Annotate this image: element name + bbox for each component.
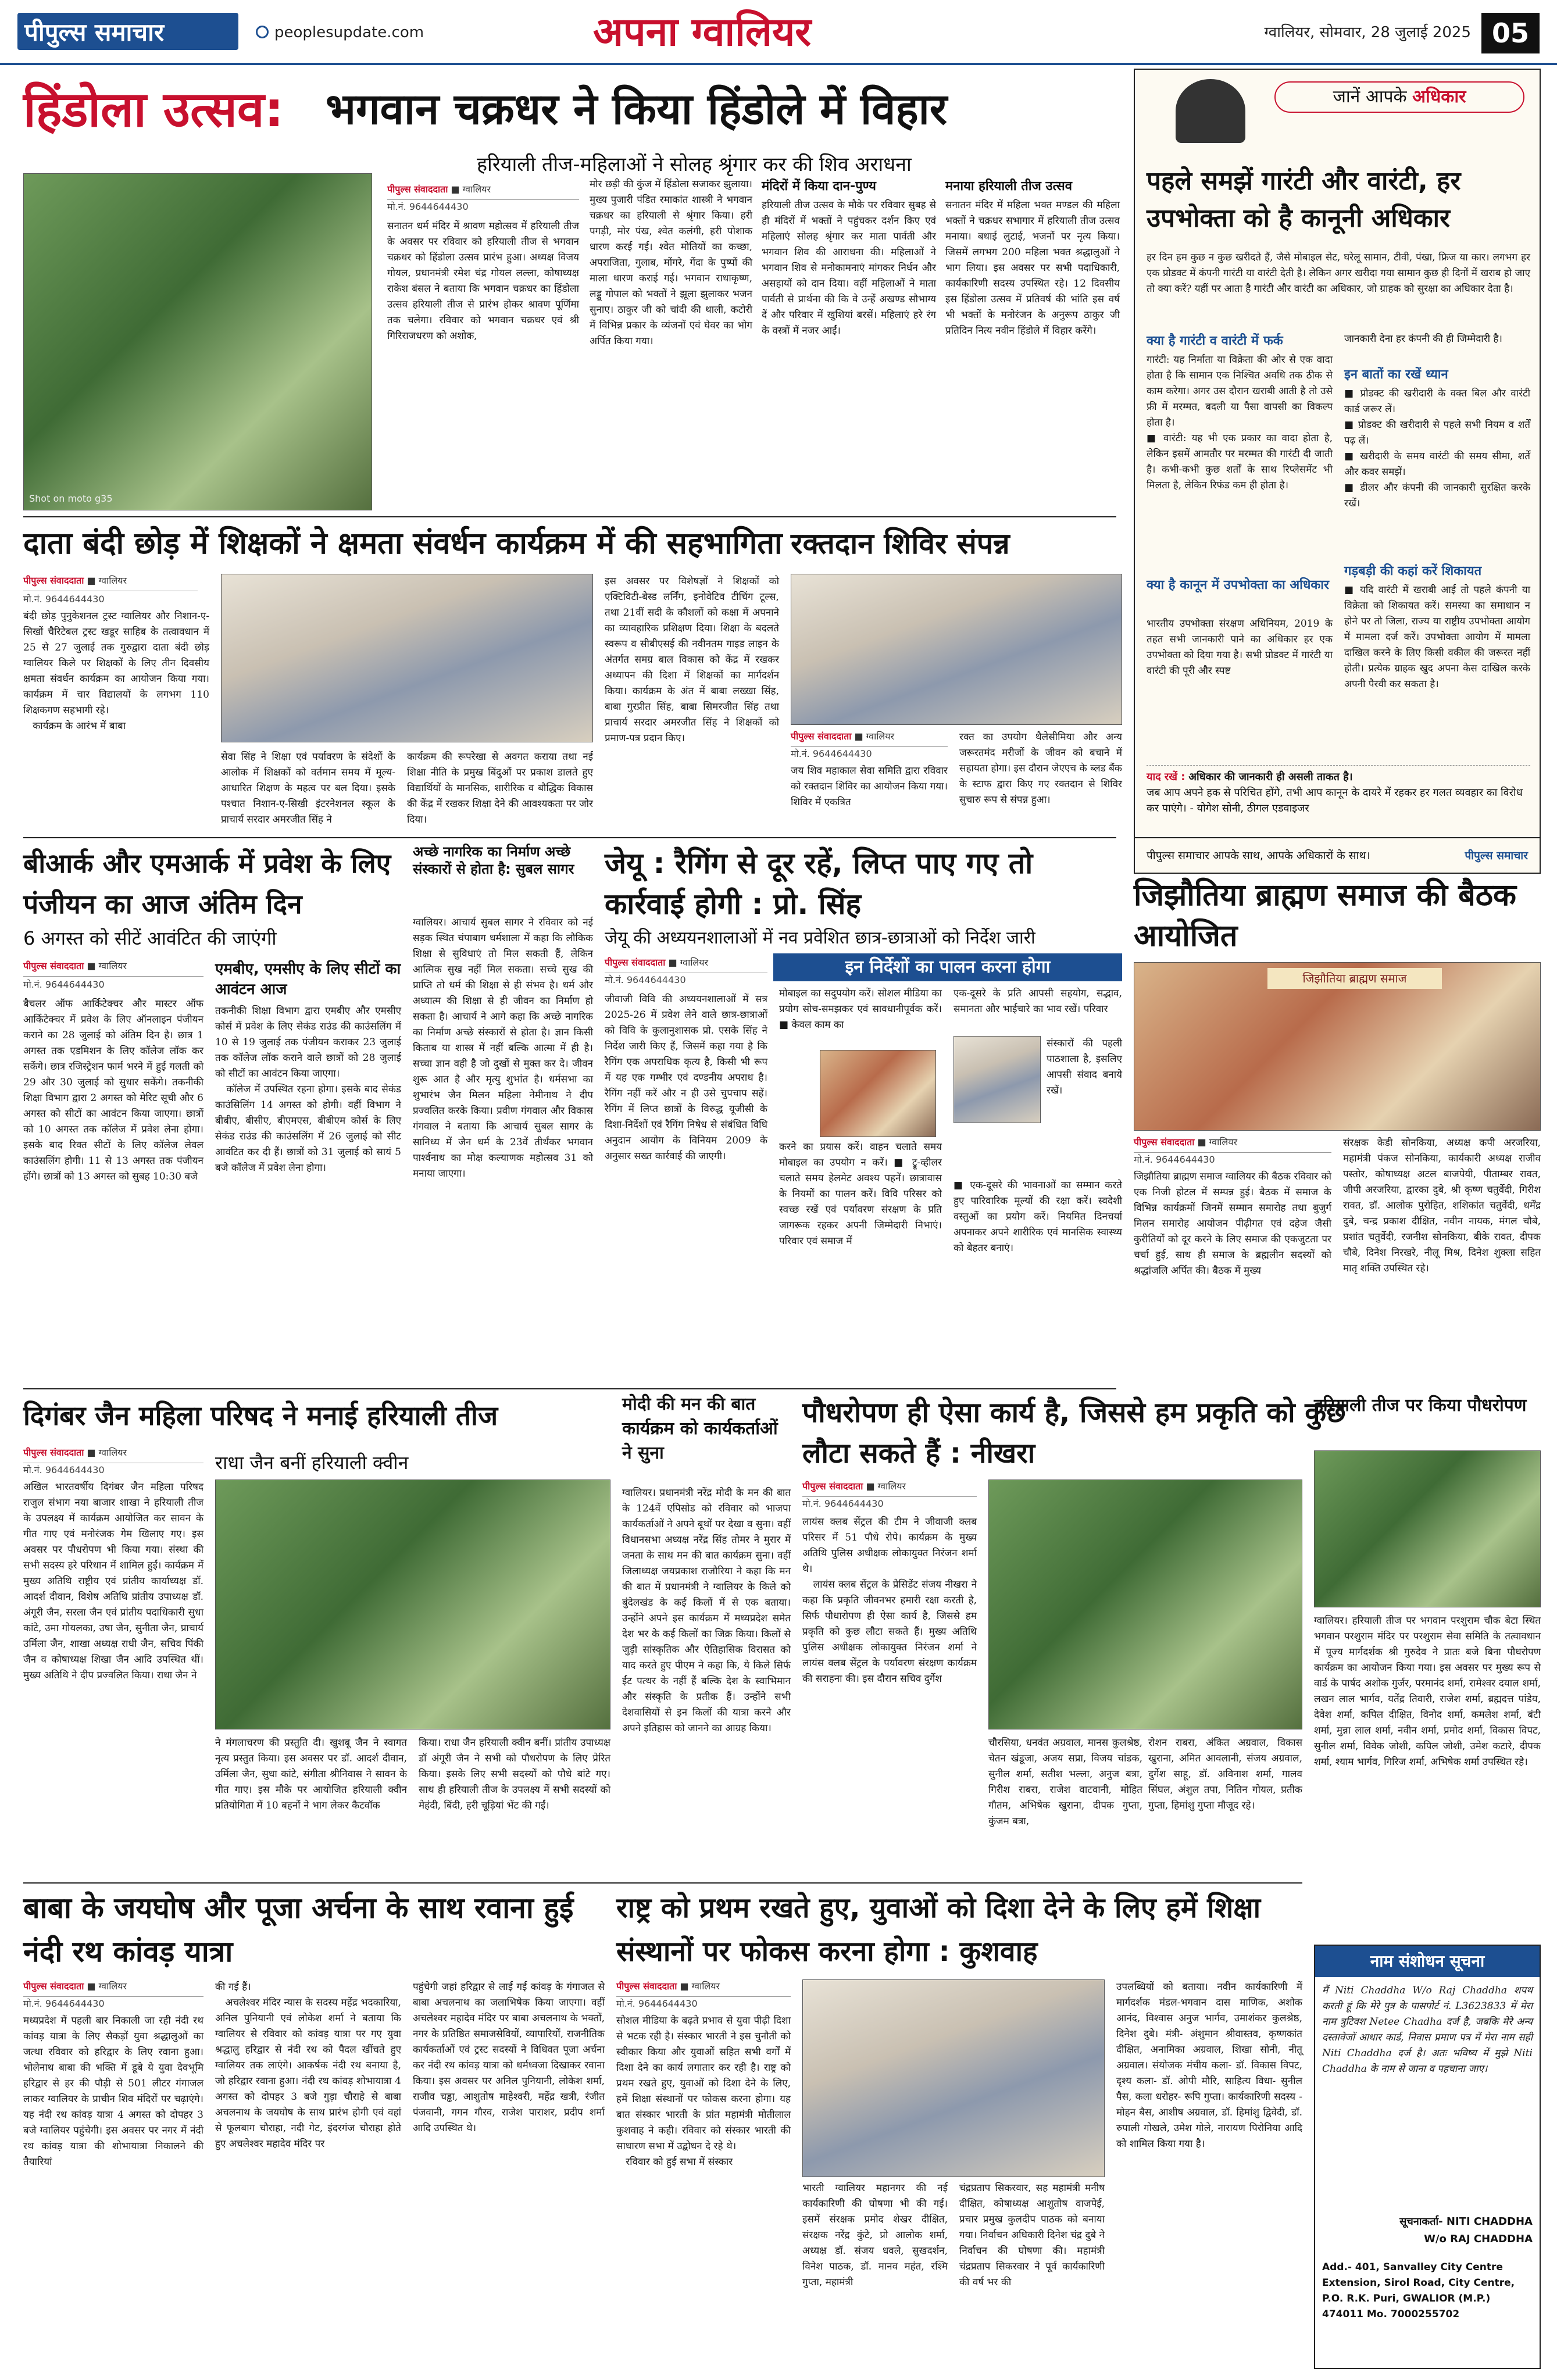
divider xyxy=(23,1388,1116,1389)
byline: पीपुल्स संवाददाता ■ ग्वालियर xyxy=(23,959,203,977)
subheading: राधा जैन बनीं हरियाली क्वीन xyxy=(215,1452,409,1474)
col-1: जय शिव महाकाल सेवा समिति द्वारा रविवार को रक्तदान शिविर का आयोजन किया गया। शिविर में एकत्रित xyxy=(791,765,951,808)
byline-agency: पीपुल्स संवाददाता xyxy=(23,1447,84,1458)
col-2: रक्त का उपयोग थैलेसीमिया और अन्य जरूरतमंद मरीजों के जीवन को बचाने में सहायता होगा। इस दौरान जेएएच के ब्लड बैंक के स्टाफ द्वारा किए गए रक्तदान से शिविर सुचारु रूप से संपन्न हुआ। xyxy=(959,731,1126,806)
headline: बीआर्क और एमआर्क में प्रवेश के लिए पंजीयन का आज अंतिम दिन xyxy=(23,848,391,920)
col-2: ने मंगलाचरण की प्रस्तुति दी। खुशबू जैन ने स्वागत नृत्य प्रस्तुत किया। इस अवसर पर डॉ. आदर्श दीवान, उर्मिला जैन, सुधा कांटे, संगीता श्रीनिवास ने सावन के गीत गाए। इस मौके पर आयोजित हरियाली क्वीन प्रतियोगिता में 10 बहनों ने भाग लेकर कैटवॉक xyxy=(215,1737,410,1811)
instructions-banner: इन निर्देशों का पालन करना होगा xyxy=(773,953,1122,981)
col-1: लायंस क्लब सेंट्रल की टीम ने जीवाजी क्लब परिसर में 51 पौधे रोपे। कार्यक्रम के मुख्य अतिथि पुलिस अधीक्षक लोकायुक्त निरंजन शर्मा थे। लायंस क्लब सेंट्रल के प्रेसिडेंट संजय नीखरा ने कहा कि प्रकृति जीवनभर हमारी रक्षा करती है, सिर्फ पौधारोपण ही ऐसा कार्य है, जिससे हम प्रकृति को कुछ लौटा सकते हैं। मुख्य अतिथि पुलिस अधीक्षक लोकायुक्त निरंजन शर्मा ने लायंस क्लब सेंट्रल के पर्यावरण संरक्षण कार्यक्रम की सराहना की। इस दौरान सचिव दुर्गेश xyxy=(802,1516,977,1685)
story-sanskar-bharati xyxy=(616,1886,1306,2369)
col-1: मध्यप्रदेश में पहली बार निकाली जा रही नंदी रथ कांवड़ यात्रा के लिए सैकड़ों युवा श्रद्धालुओं का जत्था रविवार को हरिद्वार के लिए रवाना हुआ। भोलेनाथ बाबा की भक्ति में डूबे ये युवा देवभूमि हरिद्वार से हर की पौड़ी से 501 लीटर गंगाजल लाकर ग्वालियर के प्राचीन शिव मंदिरों पर चढ़ाएंगे। यह नंदी रथ कांवड़ यात्रा 4 अगस्त को दोपहर 3 बजे ग्वालियर पहुंचेगी। इस अवसर पर नगर में नंदी रथ कांवड़ यात्रा की शोभायात्रा निकालने की तैयारियां xyxy=(23,2015,207,2168)
photo-jain-women xyxy=(215,1480,610,1729)
notice-signature: सूचनाकर्ता- NITI CHADDHA W/o RAJ CHADDHA xyxy=(1399,2215,1533,2245)
story-blood-donation xyxy=(791,520,1126,834)
rights-t3: जानकारी देना हर कंपनी की ही जिम्मेदारी है। xyxy=(1344,333,1502,345)
divider xyxy=(23,516,1116,517)
byline-city: ग्वालियर xyxy=(98,1981,127,1992)
divider xyxy=(23,1882,1302,1884)
byline-mobile: मो.नं. 9644644430 xyxy=(605,974,686,985)
divider xyxy=(23,837,1116,838)
website-link[interactable]: peoplesupdate.com xyxy=(274,24,424,41)
headline: मोदी की मन की बात कार्यक्रम को कार्यकर्ताओं ने सुना xyxy=(622,1394,778,1463)
rights-box xyxy=(1134,69,1541,874)
col-4: सनातन मंदिर में महिला भक्त मण्डल की महिला भक्तों ने चक्रधर सभागार में हरियाली तीज उत्सव मनाया। बधाई लुटाई, भजनों पर नृत्य किया। जिसमें लगभग 200 महिला भक्त श्रद्धालुओं ने भाग लिया। इस अवसर पर सभी पदाधिकारी, कार्यकारिणी सदस्य उपस्थित रहे। 12 दिवसीय इस हिंडोला उत्सव में प्रतिवर्ष की भांति इस वर्ष भी भक्तों के मनोरंजन के अनुरूप ठाकुर जी प्रतिदिन नित्य नवीन हिंडोले में विहार करेंगे। xyxy=(945,199,1123,337)
col-1: सोशल मीडिया के बढ़ते प्रभाव से युवा पीढ़ी दिशा से भटक रही है। संस्कार भारती ने इस चुनौती को स्वीकार किया और युवाओं सहित सभी वर्गों में दिशा देने का कार्य लगातार कर रही है। राष्ट्र को प्रथम रखते हुए, युवाओं को दिशा देने के लिए, हमें शिक्षा संस्थानों पर फोकस करना होगा। यह बात संस्कार भारती के प्रांत महामंत्री मोतीलाल कुशवाह ने कही। रविवार को संस्कार भारती की साधारण सभा में उद्बोधन दे रहे थे। रविवार को हुई सभा में संस्कार xyxy=(616,2015,791,2168)
rights-h1: क्या है गारंटी व वारंटी में फर्क xyxy=(1147,334,1283,348)
photo-parshuram xyxy=(1314,1450,1541,1607)
headline: दाता बंदी छोड़ में शिक्षकों ने क्षमता संवर्धन कार्यक्रम में की सहभागिता xyxy=(23,526,783,561)
col-4: इस अवसर पर विशेषज्ञों ने शिक्षकों को एक्टिविटी-बेस्ड लर्निंग, इनोवेटिव टीचिंग टूल्स, तथा 21वीं सदी के कौशलों को कक्षा में अपनाने का व्यावहारिक प्रशिक्षण दिया। शिक्षा के बदलते स्वरूप व सीबीएसई की नवीनतम गाइड लाइन के अंतर्गत समग्र बाल विकास को केंद्र में रखकर अध्यापन की दिशा में शिक्षकों का मार्गदर्शन किया। कार्यक्रम के अंत में बाबा लख्खा सिंह, बाबा गुरप्रीत सिंह, बाबा सिमरजीत सिंह तथा प्राचार्य सरदार अमरजीत सिंह ने शिक्षकों को प्रमाण-पत्र प्रदान किए। xyxy=(605,576,783,744)
byline: पीपुल्स संवाददाता ■ ग्वालियर xyxy=(23,574,198,591)
rights-note xyxy=(1147,765,1530,829)
byline-agency: पीपुल्स संवाददाता xyxy=(23,575,84,586)
byline-agency: पीपुल्स संवाददाता xyxy=(23,1981,84,1992)
byline-city: ग्वालियर xyxy=(98,575,127,586)
byline-city: ग्वालियर xyxy=(98,960,127,971)
rights-t2: भारतीय उपभोक्ता संरक्षण अधिनियम, 2019 के तहत सभी जानकारी पाने का अधिकार हर एक उपभोक्ता को दिया गया है। सभी प्रोडक्ट में गारंटी या वारंटी की पूरी और स्पष्ट xyxy=(1147,618,1336,677)
rights-t1: गारंटी: यह निर्माता या विक्रेता की ओर से एक वादा होता है कि सामान एक निश्चित अवधि तक ठीक से काम करेगा। अगर उस दौरान खराबी आती है तो उसे फ्री में मरम्मत, बदली या पैसा वापसी का विकल्प होता है। ■ वारंटी: यह भी एक प्रकार का वादा होता है, लेकिन इसमें आमतौर पर मरम्मत की गारंटी दी जाती है। कभी-कभी कुछ शर्तों के साथ रिप्लेसमेंट भी मिलता है, लेकिन रिफंड कम ही होता है। xyxy=(1147,354,1333,491)
col-2b: करने का प्रयास करें। वाहन चलाते समय मोबाइल का उपयोग न करें। ■ ट्रू-व्हीलर चलाते समय हेलमेट अवश्य पहनें। छात्रावास के नियमों का पालन करें। विवि परिसर को स्वच्छ रखें एवं पर्यावरण संरक्षण के प्रति जागरूक रहकर अपनी जिम्मेदारी निभाएं। परिवार एवं समाज में xyxy=(779,1141,945,1247)
story-mann-ki-baat xyxy=(622,1392,794,1892)
subhead: 6 अगस्त को सीटें आवंटित की जाएंगी xyxy=(23,927,277,949)
headline: दिगंबर जैन महिला परिषद ने मनाई हरियाली तीज xyxy=(23,1400,498,1431)
page-number: 05 xyxy=(1481,13,1540,53)
rights-h2: क्या है कानून में उपभोक्ता का अधिकार xyxy=(1147,578,1330,592)
col-3: पहुंचेगी जहां हरिद्वार से लाई गई कांवड़ के गंगाजल से बाबा अचलनाथ का जलाभिषेक किया जाएगा। वहीं अचलेश्वर महादेव मंदिर पर बाबा अचलनाथ के भक्तों, नगर के प्रतिष्ठित समाजसेवियों, व्यापारियों, राजनीतिक कार्यकर्ताओं एवं ट्रस्ट सदस्यों ने विधिवत पूजा अर्चना कर नंदी रथ कांवड़ यात्रा को धर्मध्वजा दिखाकर रवाना किया। इस अवसर पर अनिल पुनियानी, लोकेश शर्मा, राजीव चड्ढा, आशुतोष माहेश्वरी, महेंद्र खत्री, रंजीत पंजवानी, गगन गौरव, राजेश पाराशर, प्रदीप शर्मा आदि उपस्थित थे। xyxy=(413,1981,608,2134)
col-3: किया। राधा जैन हरियाली क्वीन बनीं। प्रांतीय उपाध्यक्ष डॉ अंगूरी जैन ने सभी को पौधरोपण के लिए प्रेरित किया। इसके लिए सभी सदस्यों को पौधे बांटे गए। साथ ही हरियाली तीज के उपलक्ष्य में सभी सदस्यों को मेहंदी, बिंदी, हरी चूड़ियां भेंट की गईं। xyxy=(419,1737,614,1811)
byline-agency: पीपुल्स संवाददाता xyxy=(802,1481,863,1492)
subheading-b: मनाया हरियाली तीज उत्सव xyxy=(945,179,1072,194)
byline: पीपुल्स संवाददाता ■ ग्वालियर xyxy=(387,183,579,200)
note-author: - योगेश सोनी, ठीगल एडवाइजर xyxy=(1190,802,1309,814)
rights-footer xyxy=(1135,837,1540,872)
col-2: तकनीकी शिक्षा विभाग द्वारा एमबीए और एमसीए कोर्स में प्रवेश के लिए सेकंड राउंड की काउंसलिंग में 10 से 19 जुलाई तक पंजीयन कराकर 23 जुलाई तक कॉलेज लॉक कराने वाले छात्रों को 28 जुलाई को सीटों का आवंटन किया जाएगा। कॉलेज में उपस्थित रहना होगा। इसके बाद सेकंड काउंसिलिंग 14 अगस्त को होगी। वहीं विभाग ने बीबीए, बीसीए, बीएमएस, बीबीएम कोर्स के लिए सेकंड राउंड की काउंसलिंग में 26 जुलाई को सीट आवंटित कर दी हैं। छात्रों को 31 जुलाई को सायं 5 बजे कॉलेज में प्रवेश लेना होगा। xyxy=(215,1005,401,1174)
rights-intro: हर दिन हम कुछ न कुछ खरीदते हैं, जैसे मोबाइल सेट, घरेलू सामान, टीवी, पंखा, फ्रिज या कार। लगभग हर एक प्रोडक्ट में कंपनी गारंटी या वारंटी देती है। लेकिन अगर खरीदा गया सामान कुछ ही दिनों में खराब हो जाए तो क्या करें? यहीं पर आता है गारंटी और वारंटी का अधिकार, जो ग्राहक को सुरक्षा का अधिकार देता है। xyxy=(1147,252,1534,295)
headline: राष्ट्र को प्रथम रखते हुए, युवाओं को दिशा देने के लिए हमें शिक्षा संस्थानों पर फोकस करना होगा : कुशवाह xyxy=(616,1892,1261,1968)
headline: हरियाली तीज पर किया पौधरोपण xyxy=(1314,1395,1527,1416)
paper-name: पीपुल्स समाचार xyxy=(24,18,165,47)
subheading: एमबीए, एमसीए के लिए सीटों का आवंटन आज xyxy=(215,960,401,998)
col-1: सनातन धर्म मंदिर में श्रावण महोत्सव में हरियाली तीज के अवसर पर रविवार को हरियाली तीज से भगवान चक्रधर को हिंडोला उत्सव प्रारंभ हुआ। अध्यक्ष विजय गोयल, प्रधानमंत्री रमेश चंद्र गोयल लल्ला, कोषाध्यक्ष राकेश बंसल ने बताया कि भगवान चक्रधर का हिंडोला उत्सव हरियाली तीज से प्रारंभ होकर श्रावण पूर्णिमा तक चलेगा। रविवार को भगवान चक्रधर एवं श्री गिरिराजधरण को अशोक, xyxy=(387,220,583,342)
note-body: जब आप अपने हक से परिचित होंगे, तभी आप कानून के दायरे में रहकर हर गलत व्यवहार का विरोध कर पाएंगे। xyxy=(1147,787,1523,814)
col-3: उपलब्धियों को बताया। नवीन कार्यकारिणी में मार्गदर्शक मंडल-भगवान दास माणिक, अशोक आनंद, विश्वास अनुज भार्गव, उमाशंकर कुलश्रेष्ठ, दिनेश दुबे। मंत्री- अंशुमान श्रीवास्तव, कृष्णकांत दीक्षित, अनामिका अग्रवाल, शिखा सोनी, नीतू अग्रवाल। संयोजक मंचीय कला- डॉ. विकास विपट, दृश्य कला- डॉ. ओपी मौरि, साहित्य विधा- सुनील पैस, कला धरोहर- रूपि गुप्ता। कार्यकारिणी सदस्य - मोहन बैस, आशीष अग्रवाल, डॉ. हिमांशु द्विवेदी, डॉ. रुपाली गोखले, उमेश गोले, नारायण पिरोनिया आदि को शामिल किया गया है। xyxy=(1116,1981,1306,2150)
byline-city: ग्वालियर xyxy=(691,1981,720,1992)
subhead: हरियाली तीज-महिलाओं ने सोलह श्रृंगार कर की शिव अराधना xyxy=(477,153,912,176)
masthead xyxy=(0,0,1557,65)
byline-agency: पीपुल्स संवाददाता xyxy=(605,957,666,968)
headline: जिझौतिया ब्राह्मण समाज की बैठक आयोजित xyxy=(1134,878,1516,953)
col-3: कार्यक्रम की रूपरेखा से अवगत कराया तथा नई शिक्षा नीति के प्रमुख बिंदुओं पर प्रकाश डालते हुए विद्यार्थियों के मानसिक, शारीरिक व बौद्धिक विकास की केंद्र में रखकर शिक्षा देने की आवश्यकता पर जोर दिया। xyxy=(407,751,597,826)
byline: पीपुल्स संवाददाता ■ ग्वालियर xyxy=(605,956,767,973)
dateline: ग्वालियर, सोमवार, 28 जुलाई 2025 xyxy=(1264,24,1471,41)
section-title: अपना ग्वालियर xyxy=(593,9,812,55)
story-plantation-lions-body xyxy=(802,1480,1390,1892)
story-hindola xyxy=(0,69,1122,516)
kicker-word: अधिकार xyxy=(1412,87,1466,107)
byline-agency: पीपुल्स संवाददाता xyxy=(616,1981,677,1992)
byline: पीपुल्स संवाददाता ■ ग्वालियर xyxy=(23,1979,203,1997)
col-3c: ■ एक-दूसरे की भावनाओं का सम्मान करते हुए पारिवारिक मूल्यों की रक्षा करें। स्वदेशी वस्तुओं का प्रयोग करें। नियमित दिनचर्या अपनाकर अपने शारीरिक एवं मानसिक स्वास्थ्य को बेहतर बनाएं। xyxy=(954,1180,1126,1254)
kicker xyxy=(1274,81,1524,113)
photo-family xyxy=(954,1036,1041,1123)
rights-t4: ■ प्रोडक्ट की खरीदारी के वक्त बिल और वारंटी कार्ड जरूर लें। ■ प्रोडक्ट की खरीदारी से पहले सभी नियम व शर्तें पढ़ लें। ■ खरीदारी के समय वारंटी की समय सीमा, शर्तें और कवर समझें। ■ डीलर और कंपनी की जानकारी सुरक्षित करके रखें। xyxy=(1344,388,1530,509)
caption-1: भारती ग्वालियर महानगर की नई कार्यकारिणी की घोषणा भी की गई। इसमें संरक्षक प्रमोद शेखर दीक्षित, संरक्षक नरेंद्र कुंटे, प्रो आलोक शर्मा, अध्यक्ष डॉ. संजय धवले, सुखदर्शन, विनेश पाठक, डॉ. मानव महंत, रश्मि गुप्ता, महामंत्री xyxy=(802,2182,951,2288)
byline-city: ग्वालियर xyxy=(1209,1137,1238,1148)
notice-body: मैं Niti Chaddha W/o Raj Chaddha शपथ करती हूं कि मेरे पुत्र के पासपोर्ट नं. L3623833 में मेरा नाम त्रुटिवश Netee Chadha दर्ज है, जबकि मेरे अन्य दस्तावेजों आधार कार्ड, निवास प्रमाण पत्र में मेरा नाम सही Niti Chaddha दर्ज है। अतः भविष्य में मुझे Niti Chaddha के नाम से जाना व पहचाना जाए। xyxy=(1322,1985,1536,2075)
col-1: बैचलर ऑफ आर्किटेक्चर और मास्टर ऑफ आर्किटेक्चर में प्रवेश के लिए ऑनलाइन पंजीयन कराने का 28 जुलाई को अंतिम दिन है। छात्र 1 अगस्त तक एडमिशन के लिए कॉलेज लॉक कर सकेंगे। छात्र रजिस्ट्रेशन फार्म भरने में हुई गलती को 29 और 30 जुलाई को सुधार सकेंगे। तकनीकी शिक्षा विभाग द्वारा 2 अगस्त को मेरिट सूची और 6 अगस्त को सीटों का आवंटन किया जाएगा। छात्रों को 10 अगस्त तक कॉलेज में प्रवेश लेना होगा। इसके बाद रिक्त सीटों के लिए कॉलेज लेवल काउंसलिंग होगी। 11 से 13 अगस्त तक पंजीयन होंगे। छात्रों को 13 अगस्त को सुबह 10:30 बजे xyxy=(23,998,207,1182)
note-text: अधिकार की जानकारी ही असली ताकत है। xyxy=(1188,771,1353,783)
rights-headline: पहले समझें गारंटी और वारंटी, हर उपभोक्ता को है कानूनी अधिकार xyxy=(1147,166,1461,233)
story-ragging xyxy=(605,843,1126,1384)
byline-mobile: मो.नं. 9644644430 xyxy=(616,1998,698,2009)
byline-city: ग्वालियर xyxy=(98,1447,127,1458)
byline-city: ग्वालियर xyxy=(462,184,491,195)
byline: पीपुल्स संवाददाता ■ ग्वालियर xyxy=(616,1979,791,1997)
byline-mobile: मो.नं. 9644644430 xyxy=(1134,1154,1215,1165)
col-1: जीवाजी विवि की अध्ययनशालाओं में सत्र 2025-26 में प्रवेश लेने वाले छात्र-छात्राओं को विवि के कुलानुशासक प्रो. एसके सिंह ने निर्देश जारी किए हैं, जिसमें कहा गया है कि रैगिंग एक अपराधिक कृत्य है, किसी भी रूप में यह एक गम्भीर एवं दण्डनीय अपराध है। रैगिंग नहीं करें और न ही उसे चुपचाप सहें। रैगिंग में लिप्त छात्रों के विरुद्ध यूजीसी के दिशा-निर्देशों एवं रैगिंग निषेध से संबंधित विधि अनुदान आयोग के विनियम 2009 के अनुसार सख्त कार्रवाई की जाएगी। xyxy=(605,994,771,1162)
byline: पीपुल्स संवाददाता ■ ग्वालियर xyxy=(1134,1135,1331,1153)
col-2: सेवा सिंह ने शिक्षा एवं पर्यावरण के संदेशों के आलोक में शिक्षकों को वर्तमान समय में मूल्य-आधारित शिक्षण के महत्व पर बल दिया। इसके पश्चात निशान-ए-सिखी इंटरनेशनल स्कूल के प्राचार्य सरदार अमरजीत सिंह ने xyxy=(221,751,399,826)
photo-teachers xyxy=(221,574,593,742)
col-2: संरक्षक केडी सोनकिया, अध्यक्ष कपी अरजरिया, महामंत्री पंकज सोनकिया, कार्यकारी अध्यक्ष राजीव पस्तोर, कोषाध्यक्ष अटल बाजपेयी, पीताम्बर रावत, जीपी अरजरिया, द्वारका दुबे, श्री कृष्ण चतुर्वेदी, गिरीश रावत, डॉ. आलोक पुरोहित, शशिकांत चतुर्वेदी, धर्मेंद्र दुबे, चन्द्र प्रकाश दीक्षित, नवीन नायक, मंगल चौबे, प्रशांत चतुर्वेदी, रजनीश सोनकिया, बीके रावत, दीपक चौबे, दिनेश निरखरे, नीलू मिश्र, दिनेश शुक्ला सहित मातृ शक्ति उपस्थित रहे। xyxy=(1343,1137,1544,1274)
byline: पीपुल्स संवाददाता ■ ग्वालियर xyxy=(23,1446,203,1463)
headline: भगवान चक्रधर ने किया हिंडोले में विहार xyxy=(326,84,948,134)
col-3a: एक-दूसरे के प्रति आपसी सहयोग, सद्भाव, समानता और भाईचारे का भाव रखें। परिवार xyxy=(954,988,1126,1015)
col-2a: मोबाइल का सदुपयोग करें। सोशल मीडिया का प्रयोग सोच-समझकर एवं सावधानीपूर्वक करें। ■ केवल काम का xyxy=(779,988,945,1031)
notice-title: नाम संशोधन सूचना xyxy=(1315,1946,1540,1977)
note-label: याद रखें : xyxy=(1147,771,1185,783)
caption-2: रोशन राबरा, अंकित अग्रवाल, विकास खुराना, अमित आवलानी, संजय अग्रवाल, दुर्गेश साहू, डॉ. अविनाश शर्मा, गालव सिंघल, अंशुल तपा, नितिन गोयल, प्रतीक गुप्ता, हिमांशु गुप्ता मौजूद रहे। xyxy=(1148,1737,1306,1811)
byline-mobile: मो.नं. 9644644430 xyxy=(802,1498,884,1509)
byline: पीपुल्स संवाददाता ■ ग्वालियर xyxy=(791,730,948,747)
byline-mobile: मो.नं. 9644644430 xyxy=(23,1464,105,1475)
photo-caption: Shot on moto g35 xyxy=(29,493,113,504)
story-label: हिंडोला उत्सव: xyxy=(23,81,284,138)
story-parshuram-plantation xyxy=(1314,1392,1544,1939)
body: ग्वालियर। प्रधानमंत्री नरेंद्र मोदी के मन की बात के 124वें एपिसोड को रविवार को भाजपा कार्यकर्ताओं ने अपने बूथों पर देखा व सुना। वहीं विधानसभा अध्यक्ष नरेंद्र सिंह तोमर ने मुरार में जनता के साथ मन की बात कार्यक्रम सुना। वहीं जिलाध्यक्ष जयप्रकाश राजौरिया ने कहा कि मन की बात में प्रधानमंत्री ने ग्वालियर के किले को बुंदेलखंड के कई किलों में से एक बताया। उन्होंने अपने इस कार्यक्रम में मध्यप्रदेश समेत देश भर के कई किलों का जिक्र किया। किलों से जुड़ी सांस्कृतिक और ऐतिहासिक विरासत को याद करते हुए पीएम ने कहा कि, ये किले सिर्फ ईंट पत्थर के नहीं हैं बल्कि देश के स्वाभिमान और संस्कृति के प्रतीक हैं। उन्होंने सभी देशवासियों से इन किलों की यात्रा करने और अपने इतिहास को जानने का आग्रह किया। xyxy=(622,1487,794,1734)
byline-agency: पीपुल्स संवाददाता xyxy=(1134,1137,1195,1148)
col-1: अखिल भारतवर्षीय दिगंबर जैन महिला परिषद राजुल संभाग नया बाजार शाखा ने हरियाली तीज के उपलक्ष्य में कार्यक्रम आयोजित कर सावन के गीत गाए एवं मनोरंजक गेम खिलाए गए। इस अवसर पर पौधरोपण भी किया गया। संस्था की सभी सदस्य हरे परिधान में शामिल हुईं। कार्यक्रम में मुख्य अतिथि राष्ट्रीय एवं प्रांतीय कार्याध्यक्ष डॉ. आदर्श दीवान, विशेष अतिथि प्रांतीय उपाध्यक्ष डॉ. अंगूरी जैन, सरला जैन एवं प्रांतीय पदाधिकारी सुधा कांटे, उमा गोयलका, उषा जैन, सुनीता जैन, प्राचार्य उर्मिला जैन, शाखा अध्यक्ष राधी जैन, सचिव पिंकी जैन व कोषाध्यक्ष शिखा जैन आदि उपस्थित थीं। मुख्य अतिथि ने दीप प्रज्वलित किया। राधा जैन ने xyxy=(23,1481,207,1681)
story-subal-sagar xyxy=(413,843,597,1384)
col-2: की गई हैं। अचलेश्वर मंदिर न्यास के सदस्य महेंद्र भदकारिया, अनिल पुनियानी एवं लोकेश शर्मा ने बताया कि ग्वालियर से रविवार को कांवड़ यात्रा पर गए युवा श्रद्धालु हरिद्वार से नंदी रथ को पैदल खींचते हुए ग्वालियर तक लाएंगे। आकर्षक नंदी रथ बनाया है, जो हरिद्वार रवाना हुआ। नंदी रथ कांवड़ शोभायात्रा 4 अगस्त को दोपहर 3 बजे गुड़ा चौराहे से बाबा अचलनाथ के जयघोष के साथ प्रारंभ होगी एवं वहां से फूलबाग चौराहा, नदी गेट, इंदरगंज चौराहा होते हुए अचलेश्वर महादेव मंदिर पर xyxy=(215,1981,401,2150)
body: ग्वालियर। आचार्य सुबल सागर ने रविवार को नई सड़क स्थित चंपाबाग धर्मशाला में कहा कि लौकिक शिक्षा से सुविधाएं तो मिल सकती हैं, लेकिन आत्मिक सुख नहीं मिल सकता। सच्चे सुख की प्राप्ति तो धर्म की शिक्षा से ही संभव है। धर्म और अध्यात्म की शिक्षा से ही जीवन का निर्माण हो सकता है। आचार्य ने आगे कहा कि अच्छे नागरिक का निर्माण अच्छे संस्कारों से होता है। ज्ञान किसी किताब या शास्त्र में नहीं बल्कि आत्मा में ही है। सच्चा ज्ञान वही है जो दुखों से मुक्त कर दे। जीवन शुरू आत है और मृत्यु शुभांत है। धर्मसभा का शुभारंभ जैन मिलन महिला नेमीनाथ ने दीप प्रज्वलित करके किया। प्रवीण गंगवाल और विकास गंगवाल ने बताया कि आचार्य सुबल सागर के सानिध्य में जैन धर्म के 23वें तीर्थंकर भगवान पार्श्वनाथ का मोक्ष कल्याणक महोत्सव 31 को मनाया जाएगा। xyxy=(413,917,597,1180)
col-3b: संस्कारों की पहली पाठशाला है, इसलिए आपसी संवाद बनाये रखें। xyxy=(1047,1038,1126,1096)
byline-agency: पीपुल्स संवाददाता xyxy=(791,731,852,742)
subhead: जेयू की अध्ययनशालाओं में नव प्रवेशित छात्र-छात्राओं को निर्देश जारी xyxy=(605,928,1035,948)
headline: अच्छे नागरिक का निर्माण अच्छे संस्कारों से होता है: सुबल सागर xyxy=(413,844,574,877)
photo-hindola xyxy=(23,173,372,510)
byline-city: ग्वालियर xyxy=(877,1481,906,1492)
caption-1: चौरसिया, धनवंत अग्रवाल, मानस कुलश्रेष्ठ, चेतन खंडूजा, अजय सप्रा, विजय चांडक, सुनील शर्मा, सतीश भल्ला, अनुज बत्रा, गिरीश राबरा, राजेश वाटवानी, मोहित गौतम, अभिषेक खुराना, दीपक गुप्ता, कुंजम बत्रा, xyxy=(988,1737,1146,1827)
photo-plantation xyxy=(988,1480,1302,1729)
photo-blood-donation xyxy=(791,574,1122,725)
headline: जेयू : रैगिंग से दूर रहें, लिप्त पाए गए तो कार्रवाई होगी : प्रो. सिंह xyxy=(605,846,1033,921)
byline-mobile: मो.नं. 9644644430 xyxy=(23,1998,105,2009)
story-jain-teej xyxy=(23,1392,614,1892)
story-kanwar-yatra xyxy=(23,1886,608,2369)
rights-t5: ■ यदि वारंटी में खराबी आई तो पहले कंपनी या विक्रेता को शिकायत करें। समस्या का समाधान न होने पर तो जिला, राज्य या राष्ट्रीय उपभोक्ता आयोग में मामला दर्ज करें। उपभोक्ता आयोग में मामला दाखिल करने के लिए किसी वकील की जरूरत नहीं होती। प्रत्येक ग्राहक खुद अपना केस दाखिल करके अपनी पैरवी कर सकता है। xyxy=(1344,584,1534,690)
photo-university xyxy=(820,1050,936,1137)
headline: बाबा के जयघोष और पूजा अर्चना के साथ रवाना हुई नंदी रथ कांवड़ यात्रा xyxy=(23,1891,574,1968)
byline-city: ग्वालियर xyxy=(680,957,709,968)
byline-agency: पीपुल्स संवाददाता xyxy=(387,184,448,195)
headline: रक्तदान शिविर संपन्न xyxy=(791,527,1010,560)
globe-icon xyxy=(256,26,269,38)
name-change-notice xyxy=(1314,1945,1541,2369)
story-teachers xyxy=(23,520,783,834)
story-jijhotiya xyxy=(1134,875,1544,1416)
col-1: बंदी छोड़ पुनुकेशनल ट्रस्ट ग्वालियर और निशान-ए-सिखों चैरिटेबल ट्रस्ट खडूर साहिब के तत्वावधान में 25 से 27 जुलाई तक गुरुद्वारा दाता बंदी छोड़ ग्वालियर किले पर शिक्षकों के लिए तीन दिवसीय क्षमता संवर्धन कार्यक्रम का आयोजन किया गया। कार्यक्रम में चार विद्यालयों के लगभग 110 शिक्षकगण सहभागी रहे। कार्यक्रम के आरंभ में बाबा xyxy=(23,610,209,732)
footer-text: पीपुल्स समाचार आपके साथ, आपके अधिकारों के साथ। xyxy=(1147,849,1370,862)
byline: पीपुल्स संवाददाता ■ ग्वालियर xyxy=(802,1480,977,1497)
story-barch xyxy=(23,843,401,1413)
col-2: मोर छड़ी की कुंज में हिंडोला सजाकर झुलाया। मुख्य पुजारी पंडित रमाकांत शास्त्री ने भगवान चक्रधर का हरियाली से श्रृंगार किया। हरी पगड़ी, मोर पंख, श्वेत कलंगी, हरी पोशाक धारण करई गई। श्वेत मोतियों का कच्छा, अपराजिता, गुलाब, मोंगरे, गेंदा के पुष्पों की माला धारण कराई गई। भगवान राधाकृष्ण, लड्डू गोपाल को भक्तों ने झूला झुलाकर भजन सुनाए। ठाकुर जी को चांदी की थाली, कटोरी में विभिन्न प्रकार के व्यंजनों एवं घेवर का भोग अर्पित किया गया। xyxy=(590,178,756,347)
photo-banner: जिझौतिया ब्राह्मण समाज xyxy=(1267,968,1442,989)
rights-h3: इन बातों का रखें ध्यान xyxy=(1344,367,1448,382)
headline: पौधरोपण ही ऐसा कार्य है, जिससे हम प्रकृति को कुछ लौटा सकते हैं : नीखरा xyxy=(802,1396,1346,1470)
body: ग्वालियर। हरियाली तीज पर भगवान परशुराम चौक बेटा स्थित भगवान परशुराम मंदिर पर परशुराम सेवा समिति के तत्वावधान में पूज्य मार्गदर्शक श्री गुरुदेव ने प्रातः बजे बिना पौधरोपण कार्यक्रम का आयोजन किया गया। इस अवसर पर मुख्य रूप से वार्ड के पार्षद अशोक गुर्जर, परमानंद शर्मा, रामेश्वर दयाल शर्मा, लखन लाल भार्गव, यतेंद्र तिवारी, राजेश शर्मा, ब्रह्मदत्त पांडेय, देवेश शर्मा, कपिल दीक्षित, विनोद शर्मा, कमलेश शर्मा, बंटी शर्मा, मुन्ना लाल शर्मा, नवीन शर्मा, प्रमोद शर्मा, विकास विपट, सुनील शर्मा, विवेक जोशी, कपिल जोशी, उमेश कटारे, दीपक शर्मा, श्याम भार्गव, गिरिज शर्मा, अभिषेक शर्मा उपस्थित रहे। xyxy=(1314,1615,1544,1768)
subheading-a: मंदिरों में किया दान-पुण्य xyxy=(762,179,876,194)
caption-2: चंद्रप्रताप सिकरवार, सह महामंत्री मनीष दीक्षित, कोषाध्यक्ष आशुतोष वाजपेई, प्रचार प्रमुख कुलदीप पाठक को बनाया गया। निर्वाचन अधिकारी दिनेश चंद्र दुबे ने निर्वाचन की घोषणा की। महामंत्री चंद्रप्रताप सिकरवार ने पूर्व कार्यकारिणी की वर्ष भर की xyxy=(959,2182,1108,2288)
col-1: जिझौतिया ब्राह्मण समाज ग्वालियर की बैठक रविवार को एक निजी होटल में सम्पन्न हुई। बैठक में समाज के विभिन्न कार्यक्रमों जिनमें सम्मान समारोह तथा बुजुर्ग मिलन समारोह आयोजन पीढ़ीगत एवं दहेज जैसी कुरीतियों को दूर करने के लिए समाज की एकजुटता पर चर्चा हुई, साथ ही समाज के ब्रह्मलीन सदस्यों को श्रद्धांजलि अर्पित की। बैठक में मुख्य xyxy=(1134,1171,1335,1277)
byline-mobile: मो.नं. 9644644430 xyxy=(23,594,105,605)
notice-address: Add.- 401, Sanvalley City Centre Extension, Sirol Road, City Centre, P.O. R.K. Puri, GWALIOR (M.P.) 474011 Mo. 7000255702 xyxy=(1322,2261,1515,2320)
byline-mobile: मो.नं. 9644644430 xyxy=(23,979,105,990)
photo-sanskar-bharati xyxy=(802,1979,1105,2177)
rights-h4: गड़बड़ी की कहां करें शिकायत xyxy=(1344,564,1482,578)
byline-agency: पीपुल्स संवाददाता xyxy=(23,960,84,971)
byline-city: ग्वालियर xyxy=(866,731,895,742)
col-3: हरियाली तीज उत्सव के मौके पर रविवार सुबह से ही मंदिरों में भक्तों ने पहुंचकर दर्शन किए एवं महिलाएं सोलह श्रृंगार कर माता पार्वती और भगवान शिव की आराधना की। महिलाओं ने भगवान शिव से मनोकामनाएं मांगकर निर्धन और असहायों को दान दिया। वहीं महिलाओं ने माता पार्वती से प्रार्थना की कि वे उन्हें अखण्ड सौभाग्य दें और परिवार में खुशियां बरसें। महिलाएं हरे रंग के वस्त्रों में नजर आईं। xyxy=(762,199,940,337)
kicker-prefix: जानें आपके xyxy=(1333,87,1407,107)
byline-mobile: मो.नं. 9644644430 xyxy=(387,201,469,212)
byline-mobile: मो.नं. 9644644430 xyxy=(791,748,872,759)
fist-icon xyxy=(1176,79,1245,143)
footer-brand: पीपुल्स समाचार xyxy=(1465,849,1528,862)
